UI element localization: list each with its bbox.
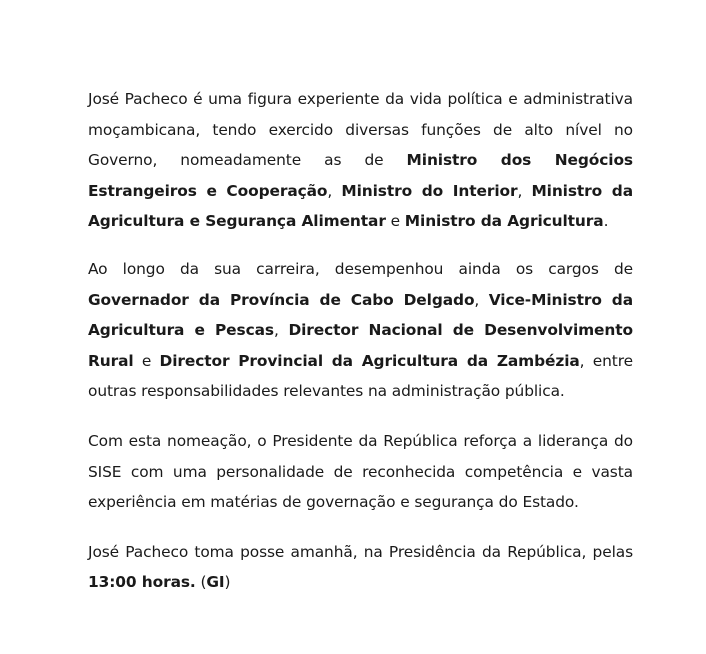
text-segment: e [385,212,405,231]
text-segment: . [603,212,609,231]
bold-segment-ministry-agriculture-food-security: Ministro da Agricultura e Segurança Alimentar [88,181,633,231]
bold-segment-governor-cabo-delgado: Governador da Província de Cabo Delgado [88,290,475,309]
bold-segment-ministry-foreign-affairs: Ministro dos Negócios Estrangeiros e Cooperação [88,151,633,200]
text-segment: Com esta nomeação, o Presidente da República reforça a liderança do SISE com uma personalidade de reconhecida competência e vasta experiência em matérias de governação e segurança do Estado. [88,431,633,512]
text-segment: , [327,181,342,200]
text-segment: José Pacheco é uma figura experiente da vida política e administrativa moçambicana, tendo exercido diversas funções de alto nível no Governo, nomeadamente as de [88,90,633,170]
bold-segment-source-tag: GI [206,573,225,592]
bold-segment-provincial-director: Director Provincial da Agricultura da Zambézia [159,351,580,370]
text-segment: , entre outras responsabilidades relevantes na administração pública. [88,351,633,401]
bold-segment-ministry-agriculture: Ministro da Agricultura [404,212,604,231]
paragraph-appointment [88,426,633,518]
text-segment: ( [195,573,207,592]
bold-segment-time: 13:00 horas. [88,573,196,592]
text-segment: Ao longo da sua carreira, desempenhou ainda os cargos de [88,259,633,278]
text-segment: ) [224,573,231,592]
article-body [88,84,633,616]
text-segment: e [133,351,160,370]
bold-segment-national-director: Director Nacional de Desenvolvimento Rural [88,321,633,370]
text-segment: , [273,321,289,340]
text-segment: , [474,290,489,309]
text-segment: José Pacheco toma posse amanhã, na Presidência da República, pelas [88,542,633,561]
text-segment: , [517,181,532,200]
bold-segment-ministry-interior: Ministro do Interior [341,181,518,200]
bold-segment-vice-minister: Vice-Ministro da Agricultura e Pescas [88,290,633,340]
paragraph-inauguration [88,537,633,598]
paragraph-career-ministries [88,84,633,237]
paragraph-other-positions [88,254,633,407]
